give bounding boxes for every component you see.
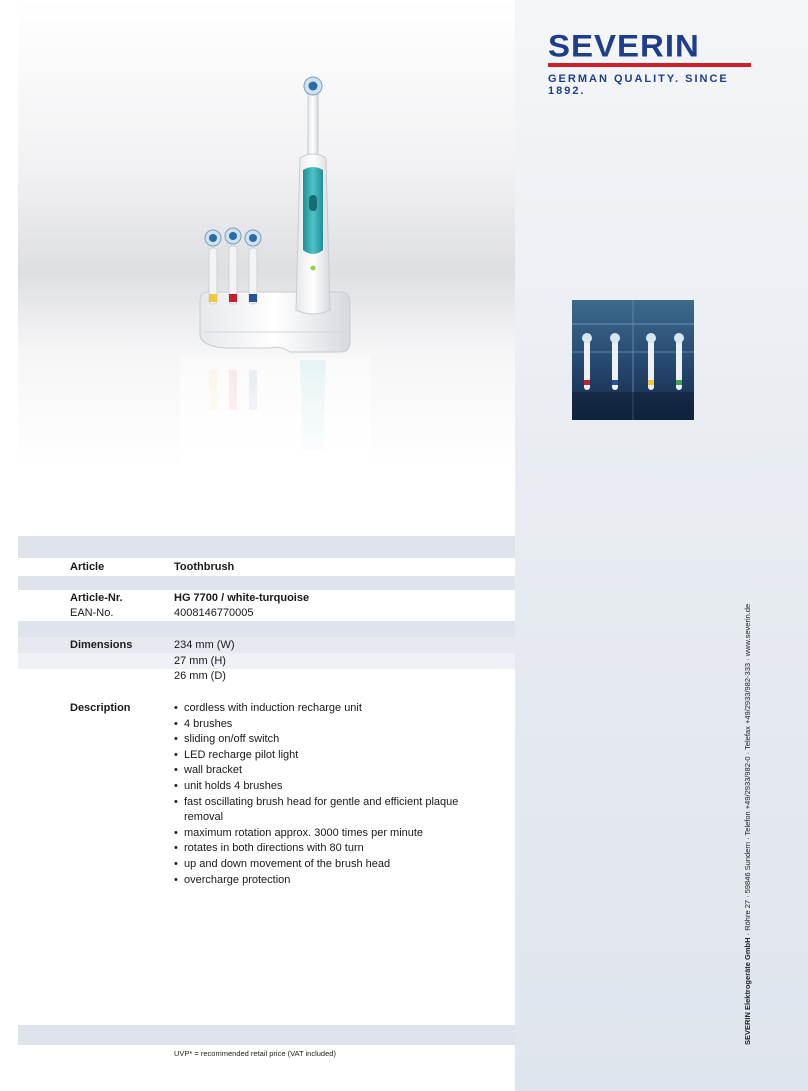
footnote: UVP* = recommended retail price (VAT included): [174, 1049, 336, 1058]
brand-red-line: [548, 63, 751, 67]
brush-heads-inset-photo: [572, 300, 694, 420]
article-nr-value: HG 7700 / white-turquoise: [174, 592, 310, 604]
brand-tagline: GERMAN QUALITY. SINCE 1892.: [548, 73, 729, 97]
list-item: • up and down movement of the brush head: [174, 857, 474, 873]
list-item: • maximum rotation approx. 3000 times per minute: [174, 826, 474, 842]
company-address-line: [743, 605, 752, 1045]
brand-logo: SEVERIN: [548, 27, 700, 64]
company-name: SEVERIN Elektrogeräte GmbH: [743, 937, 752, 1045]
list-item: • cordless with induction recharge unit: [174, 701, 474, 717]
article-nr-label: Article-Nr.: [70, 592, 123, 604]
list-item: • LED recharge pilot light: [174, 748, 474, 764]
company-address: · Röhre 27 · 59846 Sundern · Telefon +49/2933/982-0 · Telefax +49/2933/982-333 · www.severin.de: [743, 603, 752, 938]
list-item: • rotates in both directions with 80 turn: [174, 841, 474, 857]
list-item: • sliding on/off switch: [174, 732, 474, 748]
band-spacer-2: [18, 621, 515, 637]
article-label: Article: [70, 561, 105, 573]
right-side-panel: [515, 0, 808, 1091]
article-value: Toothbrush: [174, 561, 235, 573]
list-item: • overcharge protection: [174, 873, 474, 889]
list-item: • wall bracket: [174, 763, 474, 779]
list-item: • fast oscillating brush head for gentle and efficient plaque removal: [174, 795, 459, 826]
dimensions-label: Dimensions: [70, 639, 133, 651]
description-label: Description: [70, 702, 131, 714]
ean-label: EAN-No.: [70, 607, 114, 619]
band-header: [18, 536, 515, 558]
list-item: • unit holds 4 brushes: [174, 779, 474, 795]
brand-block: [548, 27, 753, 97]
band-dimensions-h: [18, 653, 515, 669]
dimensions-depth: 26 mm (D): [174, 670, 226, 682]
list-item: • 4 brushes: [174, 717, 474, 733]
ean-value: 4008146770005: [174, 607, 254, 619]
dimensions-height: 27 mm (H): [174, 655, 226, 667]
band-footer: [18, 1025, 515, 1045]
band-spacer-1: [18, 576, 515, 590]
description-list: [174, 701, 474, 888]
dimensions-width: 234 mm (W): [174, 639, 235, 651]
toothbrush-product-photo: [180, 70, 370, 480]
